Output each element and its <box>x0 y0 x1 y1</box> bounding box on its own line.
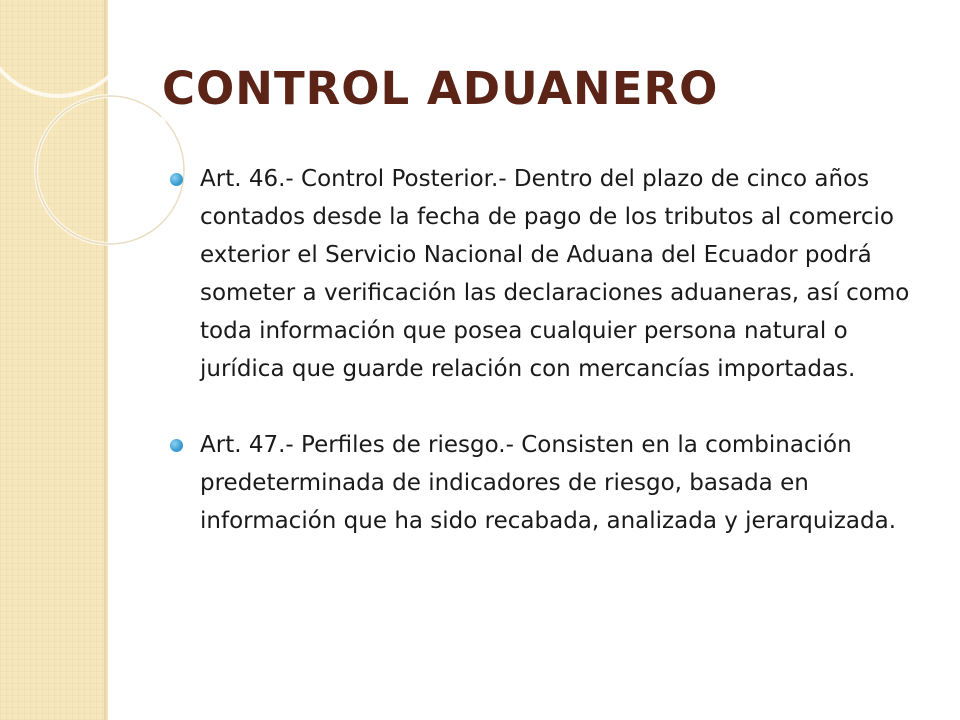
slide-title: CONTROL ADUANERO <box>162 62 719 115</box>
bullet-item-art-47 <box>168 426 938 540</box>
decorative-ring-outer <box>0 0 134 96</box>
bullet-list <box>168 160 938 540</box>
bullet-text: Art. 47.- Perfiles de riesgo.- Consisten en la combinación predeterminada de indicadores de riesgo, basada en información que ha sido recabada, analizada y jerarquizada. <box>200 432 897 534</box>
bullet-text: Art. 46.- Control Posterior.- Dentro del plazo de cinco años contados desde la fecha de pago de los tributos al comercio exterior el Servicio Nacional de Aduana del Ecuador podrá someter a verificación las declaraciones aduaneras, así como toda información que posea cualquier persona natural o jurídica que guarde relación con mercancías importadas. <box>200 166 910 382</box>
bullet-item-art-46 <box>168 160 938 388</box>
bullet-dot-icon <box>170 439 183 452</box>
bullet-dot-icon <box>170 173 183 186</box>
